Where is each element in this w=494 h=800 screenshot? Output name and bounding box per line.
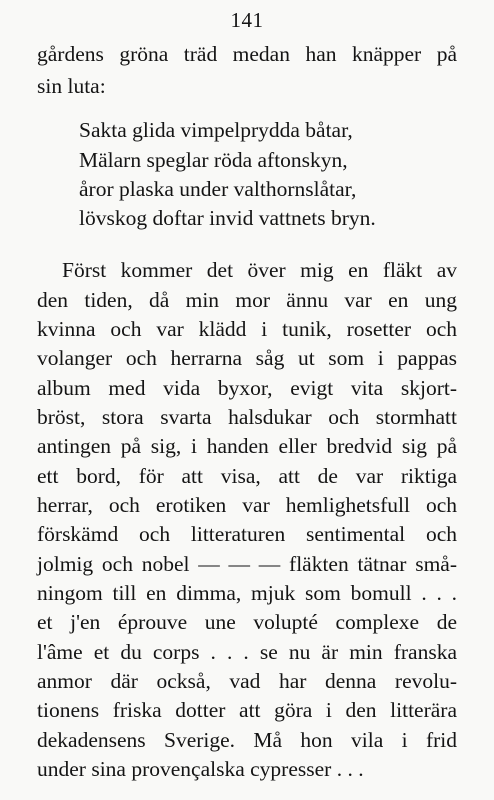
paragraph-line: förskämd och litteraturen sentimental och bbox=[37, 522, 457, 546]
paragraph-line: under sina provençalska cypresser . . . bbox=[37, 757, 364, 781]
paragraph-line: tionens friska dotter att göra i den litterära bbox=[37, 698, 457, 722]
verse-line: Mälarn speglar röda aftonskyn, bbox=[79, 148, 348, 172]
verse-line: Sakta glida vimpelprydda båtar, bbox=[79, 118, 353, 142]
paragraph-line: et j'en éprouve une volupté complexe de bbox=[37, 610, 457, 634]
paragraph-line: album med vida byxor, evigt vita skjort- bbox=[37, 376, 457, 400]
paragraph-line: den tiden, då min mor ännu var en ung bbox=[37, 288, 457, 312]
page-number: 141 bbox=[230, 8, 264, 32]
paragraph-line: l'âme et du corps . . . se nu är min franska bbox=[37, 640, 457, 664]
paragraph-line: Först kommer det över mig en fläkt av bbox=[62, 258, 457, 282]
intro-line: sin luta: bbox=[37, 74, 106, 98]
paragraph-line: jolmig och nobel — — — fläkten tätnar små- bbox=[37, 552, 457, 576]
paragraph-line: antingen på sig, i handen eller bredvid sig på bbox=[37, 434, 457, 458]
paragraph-line: ningom till en dimma, mjuk som bomull . . . bbox=[37, 581, 457, 605]
paragraph-line: ett bord, för att visa, att de var riktiga bbox=[37, 464, 457, 488]
paragraph-line: kvinna och var klädd i tunik, rosetter och bbox=[37, 317, 457, 341]
paragraph-line: herrar, och erotiken var hemlighetsfull och bbox=[37, 493, 457, 517]
paragraph-line: dekadensens Sverige. Må hon vila i frid bbox=[37, 728, 457, 752]
verse-line: åror plaska under valthornslåtar, bbox=[79, 177, 357, 201]
verse-line: lövskog doftar invid vattnets bryn. bbox=[79, 206, 376, 230]
paragraph-line: volanger och herrarna såg ut som i pappas bbox=[37, 346, 457, 370]
paragraph-line: bröst, stora svarta halsdukar och stormhatt bbox=[37, 405, 457, 429]
paragraph-line: anmor där också, vad har denna revolu- bbox=[37, 669, 457, 693]
intro-line: gårdens gröna träd medan han knäpper på bbox=[37, 42, 457, 66]
